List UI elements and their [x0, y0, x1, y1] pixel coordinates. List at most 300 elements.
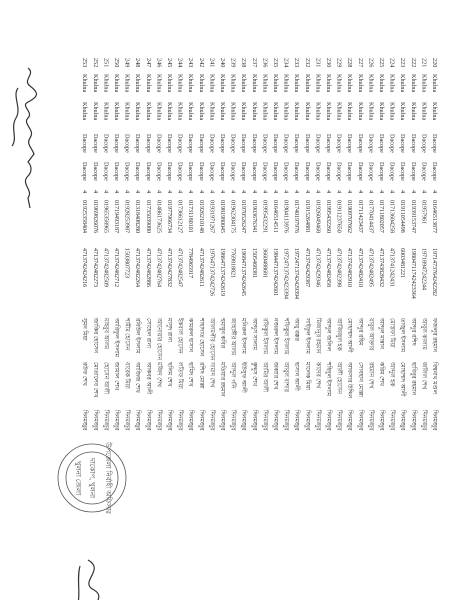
cell-sl: 244 [176, 58, 184, 68]
cell-nid: 4713742429346 [314, 248, 321, 287]
cell-sl: 235 [272, 58, 279, 68]
cell-mobile: 01735039080 [144, 200, 151, 233]
cell-ward: Dacope [250, 162, 258, 181]
cell-sl: 227 [356, 58, 364, 68]
cell-nid: 19724713742429394 [293, 248, 300, 299]
cell-village: Khulna [166, 74, 173, 93]
cell-father-bn: জলিল শেখ [420, 362, 427, 390]
cell-father-bn: করিম শেখ [378, 362, 384, 386]
cell-occupation-bn: দিনমজুর [144, 410, 151, 431]
cell-ward: Dacope [187, 162, 195, 181]
cell-mobile: 01711423437 [356, 200, 363, 233]
cell-nid: 1976471374242726 [208, 248, 215, 296]
cell-upazila: Khulna [208, 102, 216, 121]
cell-father-bn: আব্দুল গনি [229, 362, 236, 389]
cell-ward: Dacope [261, 162, 269, 181]
cell-sl: 221 [420, 58, 428, 68]
cell-village: Khulna [250, 74, 258, 93]
cell-ward: Dacope [155, 162, 163, 181]
cell-upazila: Khulna [282, 102, 290, 121]
cell-sl: 231 [314, 58, 322, 68]
cell-union: Dacope [176, 134, 184, 153]
cell-father-bn: জামাল শেখ [113, 362, 119, 391]
cell-father-bn: মতিয়ার রহমান [219, 362, 225, 397]
cell-mobile: 01646514511 [272, 200, 278, 233]
cell-nid: 4713742482410 [356, 248, 363, 287]
cell-ward-no: 4 [409, 190, 417, 194]
cell-father-bn: মোহাম্মদ আলী [399, 362, 406, 397]
cell-name-bn: সুমন মিয়া [81, 318, 88, 341]
cell-name-bn: হুমায়ুন কবির [219, 318, 225, 349]
cell-upazila: Khulna [420, 102, 428, 121]
cell-union: Dacope [123, 134, 131, 153]
cell-occupation-bn: দিনমজুর [166, 410, 172, 431]
cell-ward-no: 4 [388, 190, 396, 194]
cell-village: Khulna [346, 74, 354, 93]
cell-upazila: Khulna [91, 102, 99, 121]
cell-ward: Dacope [325, 162, 332, 181]
cell-ward-no: 4 [293, 190, 301, 194]
cell-sl: 220 [431, 58, 438, 68]
cell-occupation-bn: দিনমজুর [335, 410, 342, 431]
cell-nid: 6003481221 [399, 248, 406, 278]
cell-nid: 19804711742423364 [409, 248, 416, 299]
cell-union: Dacope [335, 134, 343, 153]
cell-upazila: Khulna [261, 102, 269, 121]
cell-ward-no: 4 [420, 190, 428, 194]
cell-ward: Dacope [208, 162, 216, 181]
cell-union: Dacope [314, 134, 322, 153]
cell-village: Khulna [102, 74, 110, 93]
cell-occupation-bn: দিনমজুর [282, 410, 289, 431]
cell-ward-no: 4 [166, 190, 173, 194]
cell-name-bn: শফিকুল ইসলাম [282, 318, 289, 355]
cell-village: Khulna [367, 74, 375, 93]
cell-sl: 246 [155, 58, 163, 68]
cell-father-bn: হাসান আলী [293, 362, 300, 391]
cell-mobile: 01928253987 [123, 200, 130, 233]
cell-father-bn: আবুল বাশার [282, 362, 289, 392]
cell-name-bn: মনিরুল ইসলাম [240, 318, 247, 354]
cell-occupation-bn: দিনমজুর [155, 410, 162, 431]
cell-mobile: 01970526247 [240, 200, 247, 233]
cell-ward: Dacope [293, 162, 301, 181]
cell-mobile: 01909707662 [346, 200, 353, 233]
cell-ward-no: 4 [272, 190, 279, 194]
cell-upazila: Khulna [431, 102, 438, 121]
cell-sl: 251 [102, 58, 110, 68]
seal-side-text: খুলনা জেলা [74, 460, 81, 496]
cell-father-bn: আজিজ শেখ [134, 362, 141, 393]
cell-name-bn: আব্দুল জলিল [325, 318, 331, 352]
cell-sl: 233 [293, 58, 301, 68]
cell-upazila: Khulna [346, 102, 354, 121]
cell-ward-no: 4 [356, 190, 364, 194]
cell-ward: Dacope [388, 162, 396, 181]
cell-village: Khulna [325, 74, 332, 93]
cell-father-bn: রউফ শেখ [81, 362, 88, 386]
cell-father-bn: বিশ্বনাথ মণ্ডল [431, 362, 437, 395]
cell-sl: 248 [134, 58, 142, 68]
cell-occupation-bn: দিনমজুর [102, 410, 109, 431]
cell-occupation-bn: দিনমজুর [187, 410, 194, 431]
cell-village: Khulna [261, 74, 269, 93]
cell-ward-no: 4 [134, 190, 142, 194]
cell-union: Dacope [113, 134, 120, 153]
cell-father-bn: কাদের শেখ [314, 362, 321, 389]
cell-occupation-bn: দিনমজুর [378, 410, 384, 431]
cell-ward-no: 4 [303, 190, 311, 194]
cell-father-bn: আমির আলী [261, 362, 268, 393]
cell-village: Khulna [144, 74, 152, 93]
cell-name-bn: ফজলুর রহমান [431, 318, 437, 353]
cell-nid: 4713742482273 [91, 248, 98, 287]
cell-mobile: 01995432291 [261, 200, 268, 233]
cell-father-bn: সামাদ শেখ [208, 362, 215, 388]
cell-sl: 234 [282, 58, 290, 68]
cell-occupation-bn: দিনমজুর [388, 410, 395, 431]
cell-sl: 222 [409, 58, 417, 68]
cell-occupation-bn: দিনমজুর [208, 410, 215, 431]
cell-name-bn: মিজানুর রহমান [314, 318, 321, 354]
cell-upazila: Khulna [134, 102, 142, 121]
cell-mobile: 01713604258 [388, 200, 395, 233]
cell-mobile: 01904113976 [282, 200, 289, 233]
cell-union: Dacope [378, 134, 385, 153]
cell-sl: 250 [113, 58, 120, 68]
cell-mobile: 01925358404 [81, 200, 88, 233]
cell-nid: 1505468381 [250, 248, 257, 278]
cell-father-bn: ছলিম শেখ [166, 362, 172, 387]
cell-mobile: 01486173625 [155, 200, 162, 233]
cell-ward-no: 4 [113, 190, 120, 194]
cell-mobile: 01911054498 [399, 200, 406, 233]
cell-name-bn: ইকবাল হোসেন [176, 318, 183, 354]
cell-mobile: 01770414437 [367, 200, 374, 233]
cell-ward-no: 4 [240, 190, 248, 194]
cell-village: Khulna [240, 74, 248, 93]
cell-father-bn: ইউসুফ আলী [240, 362, 247, 393]
cell-ward-no: 4 [155, 190, 163, 194]
cell-sl: 241 [208, 58, 216, 68]
cell-union: Dacope [91, 134, 99, 153]
cell-father-bn: আলী হোসেন [335, 362, 342, 394]
cell-ward: Dacope [314, 162, 322, 181]
cell-ward: Dacope [197, 162, 205, 181]
cell-name-bn: আলমগীর হোসেন [208, 318, 215, 361]
cell-ward: Dacope [229, 162, 237, 181]
cell-sl: 224 [388, 58, 396, 68]
cell-ward: Dacope [176, 162, 184, 181]
cell-ward: Dacope [81, 162, 89, 181]
cell-union: Dacope [303, 134, 311, 153]
cell-sl: 229 [335, 58, 343, 68]
cell-ward: Dacope [272, 162, 279, 181]
cell-village: Khulna [219, 74, 226, 93]
cell-nid: 4713743828432 [378, 248, 384, 287]
cell-upazila: Khulna [367, 102, 375, 121]
cell-ward: Dacope [431, 162, 438, 181]
cell-ward: Dacope [144, 162, 152, 181]
cell-nid: 7784965917 [187, 248, 194, 278]
cell-village: Khulna [314, 74, 322, 93]
cell-occupation-bn: দিনমজুর [325, 410, 331, 431]
cell-ward-no: 4 [325, 190, 332, 194]
cell-union: Dacope [166, 134, 173, 153]
cell-union: Dacope [346, 134, 354, 153]
cell-occupation-bn: দিনমজুর [134, 410, 141, 431]
cell-upazila: Khulna [356, 102, 364, 121]
cell-upazila: Khulna [335, 102, 343, 121]
cell-nid: 4713742482886 [144, 248, 151, 287]
cell-sl: 237 [250, 58, 258, 68]
cell-ward-no: 4 [208, 190, 216, 194]
cell-union: Dacope [388, 134, 396, 153]
cell-nid: 4713742427832 [166, 248, 172, 287]
cell-village: Khulna [388, 74, 396, 93]
cell-name-bn: আজিজুল হক [335, 318, 342, 351]
cell-village: Khulna [293, 74, 301, 93]
cell-mobile: 01719493187 [113, 200, 119, 233]
cell-occupation-bn: দিনমজুর [303, 410, 310, 431]
cell-union: Dacope [219, 134, 226, 153]
cell-father-bn: বারেক মিয়া [123, 362, 130, 389]
cell-nid: 4713742482764 [155, 248, 162, 287]
cell-upazila: Khulna [293, 102, 301, 121]
cell-nid: 4713742482611 [197, 248, 204, 287]
cell-union: Dacope [144, 134, 152, 153]
cell-sl: 239 [229, 58, 237, 68]
cell-father-bn: মজিদ শেখ [155, 362, 162, 387]
cell-union: Dacope [102, 134, 110, 153]
cell-village: Khulna [197, 74, 205, 93]
cell-mobile: 01711802057 [378, 200, 384, 233]
cell-ward: Dacope [166, 162, 173, 181]
cell-nid: 1984471374242601 [272, 248, 278, 296]
cell-occupation-bn: দিনমজুর [219, 410, 225, 431]
cell-sl: 226 [367, 58, 375, 68]
seal-ring-text: উপজেলা নির্বাহী অফিসার [104, 442, 111, 514]
cell-upazila: Khulna [240, 102, 248, 121]
cell-nid: 1971473764242282 [431, 248, 437, 296]
cell-father-bn: আব্দুল হক [388, 362, 395, 387]
cell-father-bn: আফসার উদ্দিন [346, 362, 353, 399]
cell-mobile: 01736612127 [176, 200, 183, 233]
cell-ward-no: 4 [378, 190, 385, 194]
cell-ward: Dacope [240, 162, 248, 181]
cell-village: Khulna [176, 74, 184, 93]
cell-mobile: 01931971267 [208, 200, 215, 233]
cell-father-bn: মোতালেব শেখ [91, 362, 98, 398]
cell-union: Dacope [293, 134, 301, 153]
cell-name-bn: শামীম হোসেন [123, 318, 130, 351]
cell-union: Dacope [250, 134, 258, 153]
cell-sl: 240 [219, 58, 226, 68]
cell-nid: 4713742482547 [176, 248, 183, 287]
cell-mobile: 01318408280 [134, 200, 141, 233]
cell-father-bn: রহমান শেখ [367, 362, 374, 389]
cell-village: Khulna [208, 74, 216, 93]
cell-ward-no: 4 [431, 190, 438, 194]
cell-name-bn: জাহাঙ্গীর আলম [229, 318, 236, 356]
cell-village: Khulna [91, 74, 99, 93]
cell-occupation-bn: দিনমজুর [240, 410, 247, 431]
cell-father-bn: জব্বার শেখ [272, 362, 278, 390]
cell-name-bn: আব্দুর রশিদ [409, 318, 416, 346]
cell-name-bn: আরিফুল ইসলাম [113, 318, 119, 357]
cell-mobile: 01977966734 [166, 200, 172, 233]
cell-ward-no: 4 [399, 190, 407, 194]
cell-occupation-bn: দিনমজুর [399, 410, 406, 431]
cell-union: Dacope [187, 134, 195, 153]
cell-union: Dacope [272, 134, 279, 153]
cell-nid: 19724713742423394 [282, 248, 289, 299]
cell-nid: 1968471374242645 [240, 248, 247, 296]
cell-village: Khulna [134, 74, 142, 93]
cell-name-bn: সোহেল রানা [144, 318, 151, 349]
cell-occupation-bn: দিনমজুর [356, 410, 363, 431]
cell-nid: 4713742482458 [325, 248, 331, 287]
cell-occupation-bn: দিনমজুর [367, 410, 374, 431]
cell-upazila: Khulna [378, 102, 385, 121]
cell-name-bn: রফিকুল ইসলাম [261, 318, 268, 355]
cell-ward-no: 4 [346, 190, 354, 194]
cell-name-bn: তাজুল ইসলাম [399, 318, 406, 353]
cell-nid: 4713742424216 [81, 248, 88, 287]
cell-occupation-bn: দিনমজুর [420, 410, 427, 431]
cell-name-bn: সাইফুল ইসলাম [303, 318, 310, 354]
cell-name-bn: মাহবুব আলম [102, 318, 109, 350]
cell-mobile: 01911237650 [335, 200, 342, 233]
cell-sl: 245 [166, 58, 173, 68]
cell-name-bn: শাহাদাত হোসেন [197, 318, 204, 357]
cell-union: Dacope [356, 134, 364, 153]
cell-ward: Dacope [420, 162, 428, 181]
cell-ward-no: 4 [187, 190, 195, 194]
cell-ward: Dacope [409, 162, 417, 181]
cell-union: Dacope [197, 134, 205, 153]
cell-union: Dacope [399, 134, 407, 153]
cell-sl: 242 [197, 58, 205, 68]
cell-occupation-bn: দিনমজুর [409, 410, 416, 431]
cell-ward-no: 4 [123, 190, 131, 194]
cell-union: Dacope [229, 134, 237, 153]
cell-nid: 4713742482495 [367, 248, 374, 287]
cell-upazila: Khulna [197, 102, 205, 121]
cell-name-bn: নজরুল ইসলাম [272, 318, 278, 355]
cell-union: Dacope [409, 134, 417, 153]
cell-ward-no: 4 [261, 190, 269, 194]
cell-ward-no: 4 [197, 190, 205, 194]
cell-ward: Dacope [102, 162, 110, 181]
cell-nid: 4713742482398 [335, 248, 342, 287]
cell-mobile: 01981980045 [219, 200, 225, 233]
cell-upazila: Khulna [250, 102, 258, 121]
cell-father-bn: হাবিবুর রহমান [409, 362, 416, 396]
cell-nid: 4713741242431 [388, 248, 395, 287]
cell-father-bn: আকবর আলী [144, 362, 151, 395]
cell-village: Khulna [282, 74, 290, 93]
cell-nid: 7769818821 [229, 248, 236, 278]
cell-ward: Dacope [378, 162, 385, 181]
cell-occupation-bn: দিনমজুর [346, 410, 353, 431]
cell-village: Khulna [399, 74, 407, 93]
cell-mobile: 01903676341 [250, 200, 257, 233]
cell-name-bn: মোহাম্মদ আলী [346, 318, 353, 353]
cell-village: Khulna [187, 74, 195, 93]
cell-village: Khulna [420, 74, 428, 93]
cell-name-bn: বাবুল আক্তার [367, 318, 374, 351]
cell-mobile: 01939153747 [409, 200, 416, 233]
cell-upazila: Khulna [399, 102, 407, 121]
cell-name-bn: আব্দুস সালাম [250, 318, 257, 350]
cell-occupation-bn: দিনমজুর [250, 410, 257, 431]
cell-upazila: Khulna [144, 102, 152, 121]
cell-upazila: Khulna [229, 102, 237, 121]
cell-village: Khulna [378, 74, 385, 93]
cell-sl: 243 [187, 58, 195, 68]
cell-upazila: Khulna [176, 102, 184, 121]
cell-union: Dacope [261, 134, 269, 153]
cell-occupation-bn: দিনমজুর [91, 410, 98, 431]
cell-union: Dacope [208, 134, 216, 153]
cell-union: Dacope [81, 134, 89, 153]
cell-village: Khulna [431, 74, 438, 93]
cell-ward: Dacope [335, 162, 343, 181]
cell-sl: 228 [346, 58, 354, 68]
cell-name-bn: আব্দুর রহিম [356, 318, 363, 346]
cell-occupation-bn: দিনমজুর [293, 410, 300, 431]
seal-center-text: দাকোপ, খুলনা [88, 457, 95, 499]
cell-ward: Dacope [367, 162, 375, 181]
cell-name-bn: আবু বক্কর [293, 318, 300, 341]
cell-father-bn: শহিদুল ইসলাম [325, 362, 331, 397]
cell-name-bn: আব্দুল মান্নান [378, 318, 384, 350]
cell-occupation-bn: দিনমজুর [229, 410, 236, 431]
cell-name-bn: আবুল কালাম [420, 318, 427, 350]
cell-village: Khulna [303, 74, 311, 93]
cell-village: Khulna [123, 74, 131, 93]
cell-name-bn: রবিউল ইসলাম [134, 318, 141, 354]
cell-mobile: 01740197976 [293, 200, 300, 233]
cell-nid: 19718947242244 [420, 248, 427, 290]
cell-ward: Dacope [282, 162, 290, 181]
cell-ward: Dacope [356, 162, 364, 181]
cell-nid: 3660488681 [261, 248, 268, 278]
cell-village: Khulna [409, 74, 417, 93]
cell-occupation-bn: দিনমজুর [272, 410, 278, 431]
cell-mobile: 01957961 [420, 200, 427, 224]
cell-ward: Dacope [123, 162, 131, 181]
cell-name-bn: মাসুদ রানা [166, 318, 172, 343]
cell-occupation-bn: দিনমজুর [113, 410, 119, 431]
cell-nid: 4713742429387 [303, 248, 310, 287]
cell-nid: 1503807723 [123, 248, 130, 278]
cell-father-bn: মালেক মিয়া [303, 362, 310, 390]
cell-sl: 252 [91, 58, 99, 68]
cell-union: Dacope [155, 134, 163, 153]
cell-upazila: Khulna [325, 102, 332, 121]
cell-occupation-bn: দিনমজুর [261, 410, 268, 431]
cell-mobile: 01969826076 [91, 200, 98, 233]
cell-nid: 4713742482264 [134, 248, 141, 287]
cell-name-bn: মোস্তফা মিয়া [388, 318, 395, 348]
cell-ward-no: 4 [229, 190, 237, 194]
cell-ward: Dacope [91, 162, 99, 181]
cell-upazila: Khulna [303, 102, 311, 121]
cell-village: Khulna [81, 74, 89, 93]
cell-nid: 4713742482910 [346, 248, 353, 287]
